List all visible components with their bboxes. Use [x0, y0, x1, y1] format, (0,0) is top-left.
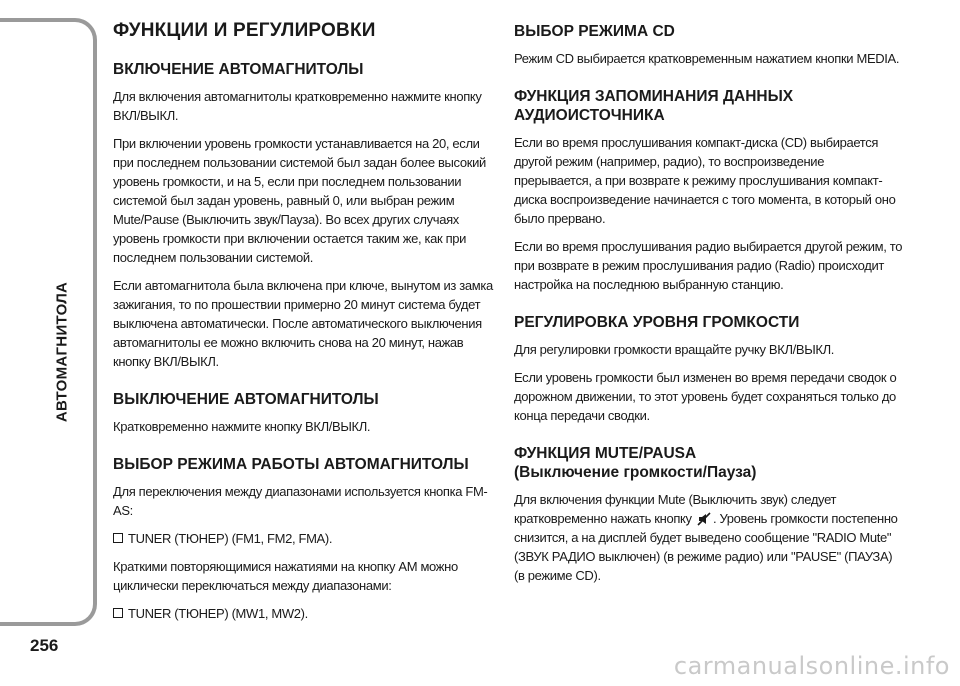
section-heading-power-off: ВЫКЛЮЧЕНИЕ АВТОМАГНИТОЛЫ — [113, 391, 379, 408]
bullet-item: TUNER (ТЮНЕР) (MW1, MW2). — [113, 604, 493, 623]
section-heading-mute: ФУНКЦИЯ MUTE/PAUSA (Выключение громкости/Пауза) — [514, 445, 757, 481]
paragraph: При включении уровень громкости устанавливается на 20, если при последнем пользовании системой был задан более высокий уровень громкости, и на 5, если при последнем пользовании системой был задан уровень, равный 0, или выбран режим Mute/Pause (Выключить звук/Пауза). Во всех других случаях уровень громкости при включении остается таким же, как при последнем пользовании системой. — [113, 136, 486, 265]
page-title: ФУНКЦИИ И РЕГУЛИРОВКИ — [113, 20, 376, 41]
paragraph: Краткими повторяющимися нажатиями на кнопку AM можно циклически переключаться между диапазонами: — [113, 559, 458, 593]
section-heading-cd-mode: ВЫБОР РЕЖИМА CD — [514, 23, 675, 40]
right-column — [514, 20, 904, 594]
paragraph: Для включения функции Mute (Выключить звук) следует кратковременно нажать кнопку . Уровень громкости постепенно снизится, а на дисплей будет выведено сообщение "RADIO Mute" (ЗВУК РАДИО выключен) (в режиме радио) или "PAUSE" (ПАУЗА) (в режиме CD). — [514, 492, 898, 583]
paragraph: Если уровень громкости был изменен во время передачи сводок о дорожном движении, то этот уровень будет сохраняться только до конца передачи сводки. — [514, 370, 897, 423]
paragraph: Режим CD выбирается кратковременным нажатием кнопки MEDIA. — [514, 51, 900, 66]
mute-speaker-icon — [697, 512, 711, 526]
page-number: 256 — [30, 636, 59, 655]
section-heading-memory: ФУНКЦИЯ ЗАПОМИНАНИЯ ДАННЫХ АУДИОИСТОЧНИКА — [514, 88, 794, 124]
checkbox-bullet-icon — [113, 608, 123, 618]
paragraph: Если во время прослушивания компакт-диска (CD) выбирается другой режим (например, радио), то воспроизведение прерывается, а при возврате к режиму прослушивания компакт-диска воспроизведение начинается с того момента, в который оно было прервано. — [514, 135, 896, 226]
watermark: carmanualsonline.info — [673, 652, 950, 680]
paragraph: Если автомагнитола была включена при ключе, вынутом из замка зажигания, то по прошествии примерно 20 минут система будет выключена автоматически. После автоматического выключения автомагнитолы ее можно включить снова на 20 минут, нажав кнопку ВКЛ/ВЫКЛ. — [113, 278, 493, 369]
section-heading-volume: РЕГУЛИРОВКА УРОВНЯ ГРОМКОСТИ — [514, 314, 800, 331]
left-column — [113, 20, 493, 632]
paragraph: Кратковременно нажмите кнопку ВКЛ/ВЫКЛ. — [113, 419, 371, 434]
checkbox-bullet-icon — [113, 533, 123, 543]
bullet-item: TUNER (ТЮНЕР) (FM1, FM2, FMA). — [113, 529, 493, 548]
section-heading-mode-select: ВЫБОР РЕЖИМА РАБОТЫ АВТОМАГНИТОЛЫ — [113, 456, 469, 473]
paragraph: Для регулировки громкости вращайте ручку ВКЛ/ВЫКЛ. — [514, 342, 835, 357]
side-tab-label: АВТОМАГНИТОЛА — [53, 281, 71, 423]
paragraph: Если во время прослушивания радио выбирается другой режим, то при возврате в режим прослушивания радио (Radio) происходит настройка на последнюю выбранную станцию. — [514, 239, 903, 292]
section-heading-power-on: ВКЛЮЧЕНИЕ АВТОМАГНИТОЛЫ — [113, 61, 364, 78]
paragraph: Для включения автомагнитолы кратковременно нажмите кнопку ВКЛ/ВЫКЛ. — [113, 89, 482, 123]
side-tab — [0, 18, 97, 626]
paragraph: Для переключения между диапазонами используется кнопка FM-AS: — [113, 484, 488, 518]
